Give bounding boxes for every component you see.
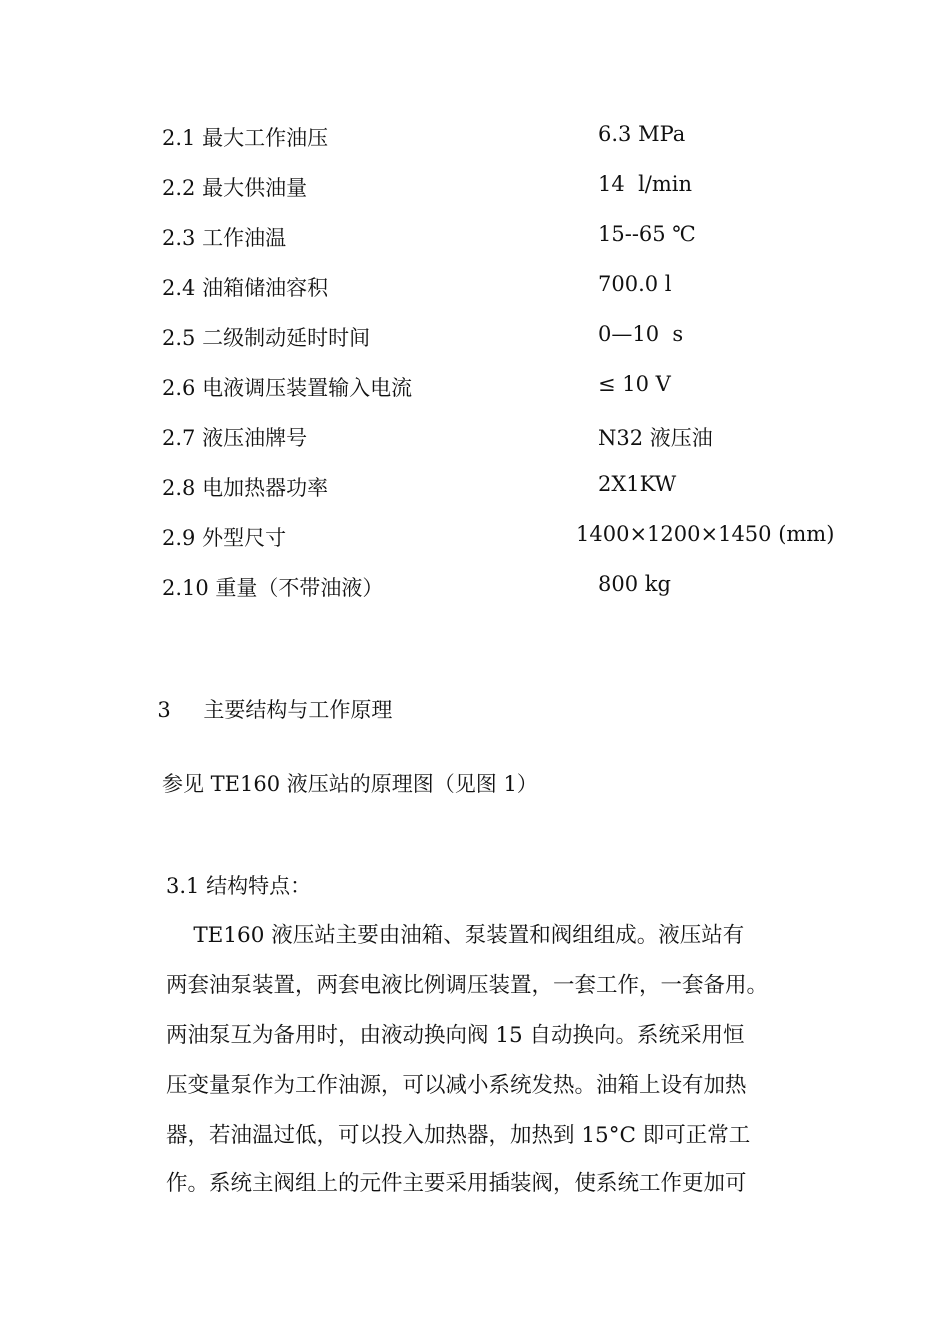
subsection-title: 3.1 结构特点： <box>166 874 312 898</box>
spec-value: 15--65 ℃ <box>598 222 696 246</box>
section-number: 3 <box>157 698 171 722</box>
spec-row <box>0 272 950 302</box>
paragraph-line: TE160 液压站主要由油箱、泵装置和阀组组成。液压站有 <box>166 923 745 948</box>
spec-value: 6.3 MPa <box>598 122 686 146</box>
spec-label: 2.6 电液调压装置输入电流 <box>162 376 413 400</box>
spec-row <box>0 572 950 602</box>
spec-label: 2.7 液压油牌号 <box>162 426 308 450</box>
spec-row <box>0 322 950 352</box>
paragraph-line: 两油泵互为备用时，由液动换向阀 15 自动换向。系统采用恒 <box>166 1023 745 1048</box>
spec-label: 2.3 工作油温 <box>162 226 287 250</box>
spec-value: ≤ 10 V <box>598 372 671 396</box>
spec-value: 14 l/min <box>598 172 693 196</box>
spec-row <box>0 172 950 202</box>
spec-label: 2.5 二级制动延时时间 <box>162 326 371 350</box>
spec-value: 700.0 l <box>598 272 672 296</box>
spec-label: 2.2 最大供油量 <box>162 176 308 200</box>
spec-row <box>0 222 950 252</box>
spec-row <box>0 472 950 502</box>
spec-row <box>0 422 950 452</box>
spec-row <box>0 122 950 152</box>
spec-row <box>0 522 950 552</box>
spec-label: 2.1 最大工作油压 <box>162 126 329 150</box>
spec-value: 800 kg <box>598 572 671 596</box>
paragraph-line: 压变量泵作为工作油源，可以减小系统发热。油箱上设有加热 <box>166 1073 747 1098</box>
section-title: 主要结构与工作原理 <box>203 698 393 722</box>
paragraph-line: 两套油泵装置，两套电液比例调压装置，一套工作，一套备用。 <box>166 973 769 998</box>
reference-line: 参见 TE160 液压站的原理图（见图 1） <box>162 772 538 796</box>
spec-row <box>0 372 950 402</box>
spec-label: 2.4 油箱储油容积 <box>162 276 329 300</box>
spec-label: 2.10 重量（不带油液） <box>162 576 384 600</box>
paragraph-line: 器，若油温过低，可以投入加热器，加热到 15°C 即可正常工 <box>166 1123 751 1148</box>
spec-label: 2.9 外型尺寸 <box>162 526 287 550</box>
spec-value: 1400×1200×1450 (mm) <box>576 522 835 546</box>
paragraph-line: 作。系统主阀组上的元件主要采用插装阀，使系统工作更加可 <box>166 1171 747 1196</box>
section-heading <box>144 670 392 724</box>
spec-value: 0—10 s <box>598 322 684 346</box>
spec-value: N32 液压油 <box>598 426 713 450</box>
spec-label: 2.8 电加热器功率 <box>162 476 329 500</box>
spec-value: 2X1KW <box>598 472 677 496</box>
